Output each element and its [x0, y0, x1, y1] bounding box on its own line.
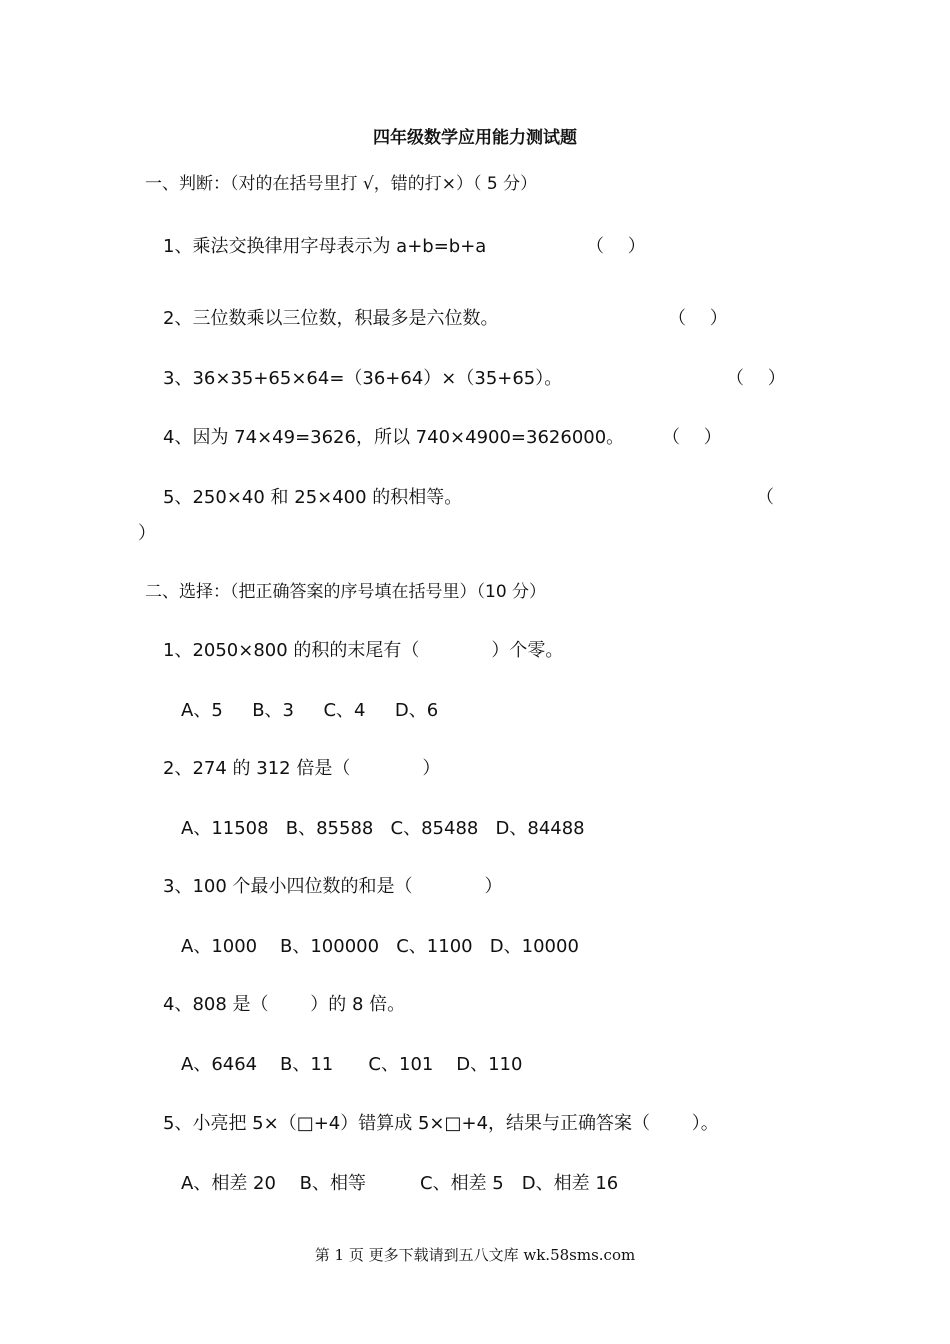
section-heading-choice: 二、选择：（把正确答案的序号填在括号里）（10 分）	[145, 582, 547, 602]
judge-item-2-blank: （ ）	[668, 308, 728, 329]
judge-item-5-blank-open: （	[756, 487, 774, 508]
choice-options-5: A、相差 20 B、相等 C、相差 5 D、相差 16	[181, 1173, 619, 1194]
judge-item-4-blank: （ ）	[662, 427, 722, 448]
page-footer: 第 1 页 更多下载请到五八文库 wk.58sms.com	[314, 1246, 636, 1264]
choice-question-1: 1、2050×800 的积的末尾有（ ）个零。	[163, 640, 564, 661]
choice-question-2: 2、274 的 312 倍是（ ）	[163, 758, 441, 779]
choice-options-2: A、11508 B、85588 C、85488 D、84488	[181, 818, 585, 839]
judge-item-1-blank: （ ）	[586, 236, 646, 257]
choice-options-4: A、6464 B、11 C、101 D、110	[181, 1054, 523, 1075]
judge-item-4: 4、因为 74×49=3626，所以 740×4900=3626000。	[163, 427, 625, 448]
choice-question-5: 5、小亮把 5×（□+4）错算成 5×□+4，结果与正确答案（ ）。	[163, 1113, 719, 1134]
choice-question-4: 4、808 是（ ）的 8 倍。	[163, 994, 406, 1015]
judge-item-1: 1、乘法交换律用字母表示为 a+b=b+a	[163, 236, 487, 257]
section-heading-judge: 一、判断：（对的在括号里打 √，错的打×）（ 5 分）	[145, 174, 538, 194]
judge-item-5-blank-close: ）	[138, 523, 156, 544]
document-title: 四年级数学应用能力测试题	[373, 128, 577, 148]
judge-item-2: 2、三位数乘以三位数，积最多是六位数。	[163, 308, 499, 329]
judge-item-3-blank: （ ）	[726, 368, 786, 389]
choice-question-3: 3、100 个最小四位数的和是（ ）	[163, 876, 503, 897]
choice-options-1: A、5 B、3 C、4 D、6	[181, 700, 439, 721]
choice-options-3: A、1000 B、100000 C、1100 D、10000	[181, 936, 579, 957]
judge-item-3: 3、36×35+65×64=（36+64）×（35+65）。	[163, 368, 563, 389]
judge-item-5: 5、250×40 和 25×400 的积相等。	[163, 487, 463, 508]
